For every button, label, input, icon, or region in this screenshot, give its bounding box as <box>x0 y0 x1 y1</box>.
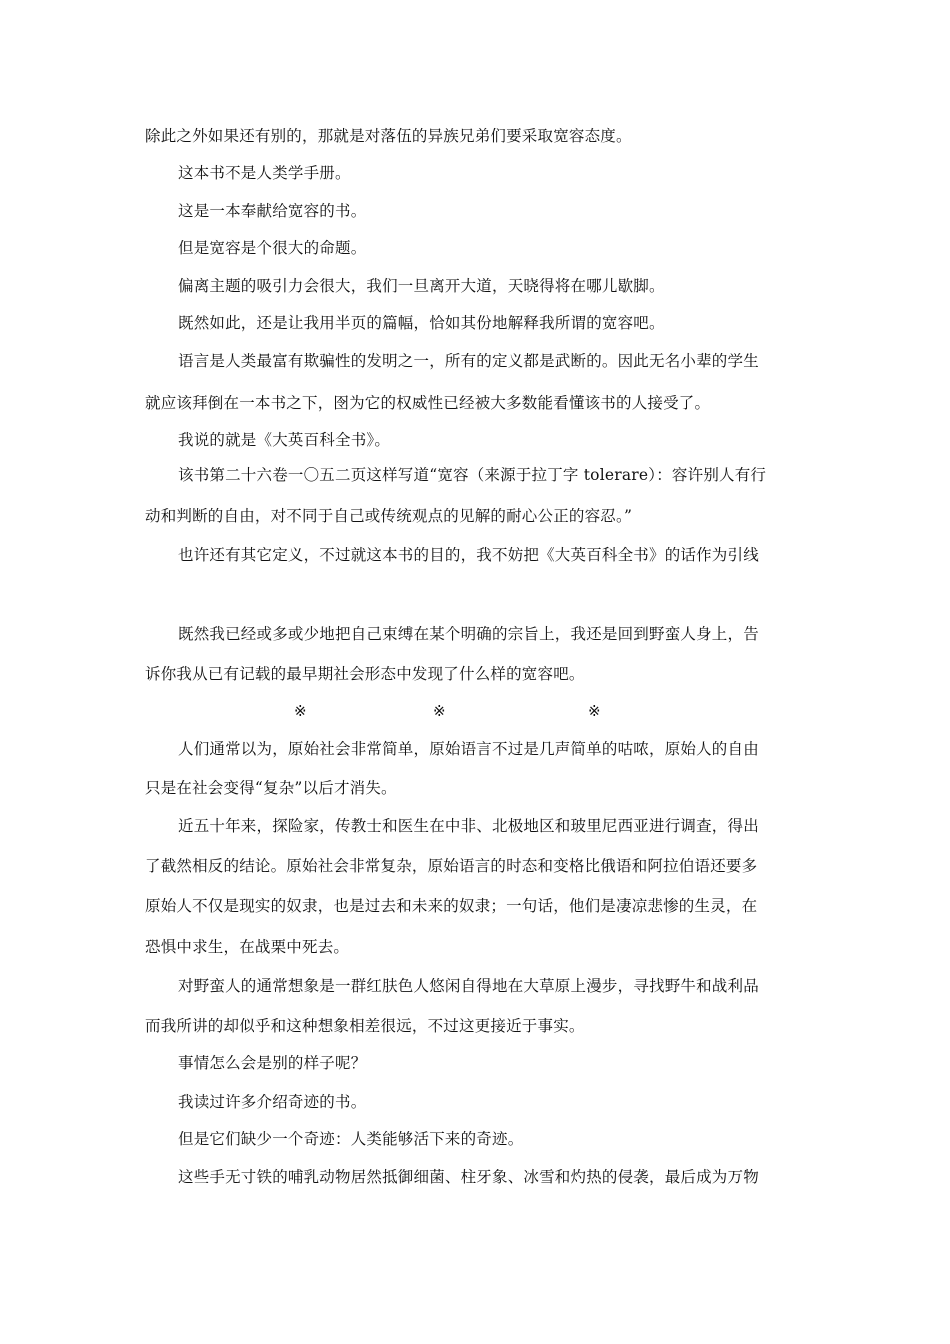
text-line: 但是它们缺少一个奇迹：人类能够活下来的奇迹。 <box>178 1130 524 1148</box>
text-line: 人们通常以为，原始社会非常简单，原始语言不过是几声简单的咕哝，原始人的自由 <box>178 740 759 758</box>
text-line: 我说的就是《大英百科全书》。 <box>178 431 391 449</box>
text-line: 事情怎么会是别的样子呢？ <box>178 1054 367 1072</box>
text-line: 恐惧中求生，在战栗中死去。 <box>145 938 350 956</box>
text-line: 而我所讲的却似乎和这种想象相差很远，不过这更接近于事实。 <box>145 1017 585 1035</box>
text-line: 除此之外如果还有别的，那就是对落伍的异族兄弟们要采取宽容态度。 <box>145 127 632 145</box>
text-line: 既然我已经或多或少地把自己束缚在某个明确的宗旨上，我还是回到野蛮人身上，告 <box>178 625 759 643</box>
text-line: 但是宽容是个很大的命题。 <box>178 239 367 257</box>
text-line: 动和判断的自由，对不同于自己或传统观点的见解的耐心公正的容忍。” <box>145 507 633 525</box>
text-line: 原始人不仅是现实的奴隶，也是过去和未来的奴隶；一句话，他们是凄凉悲惨的生灵，在 <box>145 897 758 915</box>
text-line: 也许还有其它定义，不过就这本书的目的，我不妨把《大英百科全书》的话作为引线 <box>178 546 759 564</box>
separator-mark: ※ <box>294 702 307 720</box>
separator-mark: ※ <box>588 702 601 720</box>
text-line: 诉你我从已有记载的最早期社会形态中发现了什么样的宽容吧。 <box>145 665 585 683</box>
text-line: 该书第二十六卷一〇五二页这样写道“宽容（来源于拉丁字 tolerare）：容许别人有行 <box>178 466 767 484</box>
text-line: 了截然相反的结论。原始社会非常复杂，原始语言的时态和变格比俄语和阿拉伯语还要多 <box>145 857 758 875</box>
text-line: 近五十年来，探险家，传教士和医生在中非、北极地区和玻里尼西亚进行调查，得出 <box>178 817 759 835</box>
text-line: 这是一本奉献给宽容的书。 <box>178 202 367 220</box>
text-line: 语言是人类最富有欺骗性的发明之一，所有的定义都是武断的。因此无名小辈的学生 <box>178 352 759 370</box>
text-line: 既然如此，还是让我用半页的篇幅，恰如其份地解释我所谓的宽容吧。 <box>178 314 665 332</box>
text-line: 我读过许多介绍奇迹的书。 <box>178 1093 367 1111</box>
text-line: 就应该拜倒在一本书之下，囹为它的权威性已经被大多数能看懂该书的人接受了。 <box>145 394 711 412</box>
text-line: 这些手无寸铁的哺乳动物居然抵御细菌、柱牙象、冰雪和灼热的侵袭，最后成为万物 <box>178 1168 759 1186</box>
text-line: 偏离主题的吸引力会很大，我们一旦离开大道，天晓得将在哪儿歇脚。 <box>178 277 665 295</box>
separator-mark: ※ <box>433 702 446 720</box>
text-line: 对野蛮人的通常想象是一群红肤色人悠闲自得地在大草原上漫步，寻找野牛和战利品 <box>178 977 759 995</box>
text-line: 这本书不是人类学手册。 <box>178 164 351 182</box>
text-line: 只是在社会变得“复杂”以后才消失。 <box>145 779 397 797</box>
